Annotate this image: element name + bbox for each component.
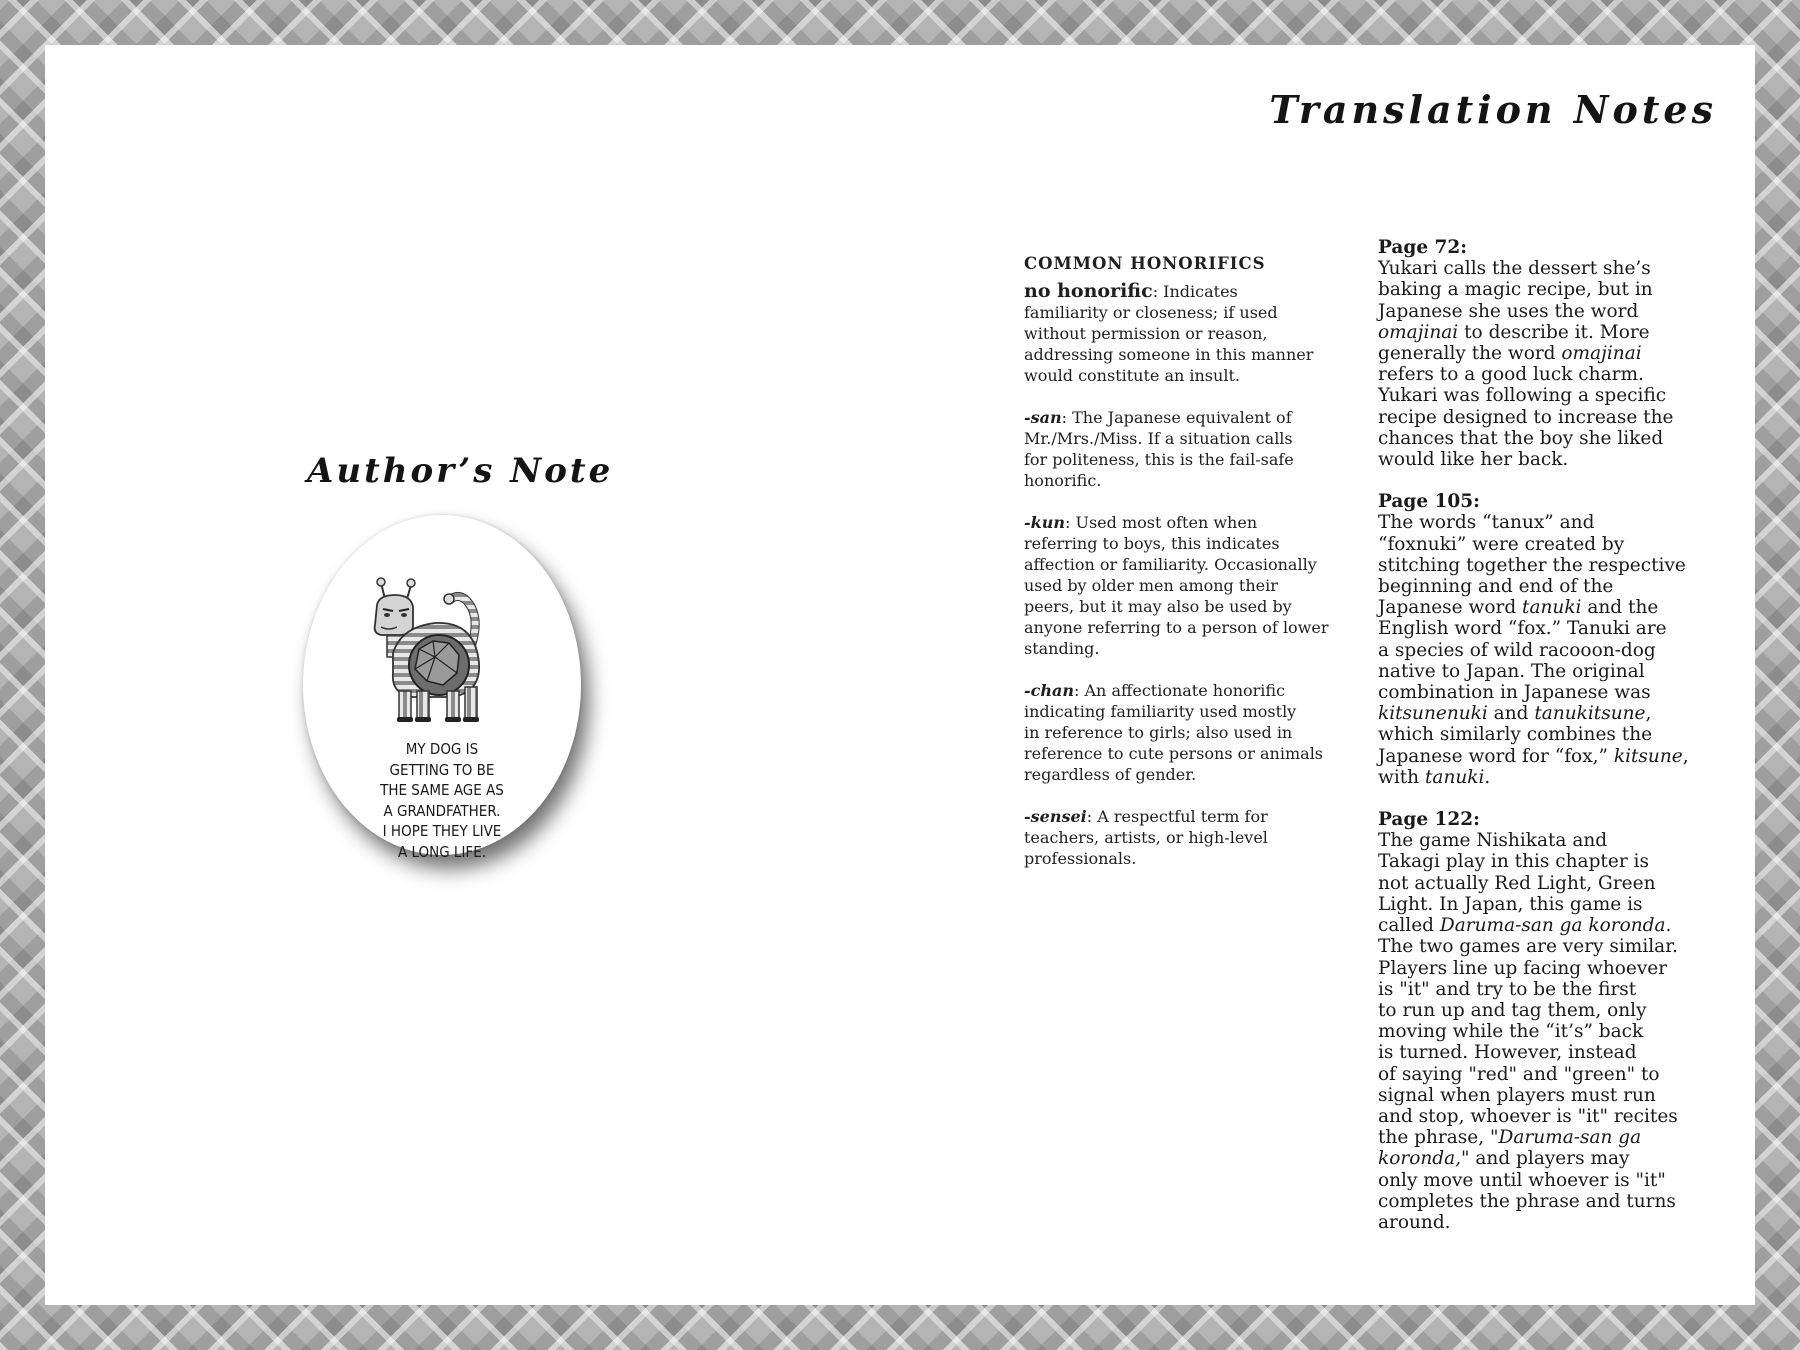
common-honorifics-column [1024, 253, 1370, 890]
honorific-line: addressing someone in this manner [1024, 345, 1314, 364]
honorific-line: referring to boys, this indicates [1024, 534, 1280, 553]
page-note-line: generally the word omajinai [1378, 343, 1642, 365]
honorific-term: no honorific [1024, 280, 1153, 302]
honorific-entry [1024, 680, 1370, 785]
page-note-line: only move until whoever is "it" [1378, 1169, 1666, 1191]
page-note-line: Japanese she uses the word [1378, 300, 1639, 322]
honorific-definition: : An affectionate honorific [1074, 681, 1286, 700]
page-note-line: the phrase, "Daruma-san ga [1378, 1127, 1642, 1149]
author-note-title: Author’s Note [307, 451, 614, 491]
page-note-line: with tanuki. [1378, 766, 1491, 788]
honorific-definition: : The Japanese equivalent of [1061, 408, 1292, 427]
honorific-line [1024, 512, 1370, 533]
author-note-line: THE SAME AGE AS [380, 781, 504, 799]
honorific-line: professionals. [1024, 849, 1137, 868]
honorific-line [1024, 806, 1370, 827]
page-note-line: which similarly combines the [1378, 724, 1653, 746]
page-note-line: stitching together the respective [1378, 554, 1686, 576]
honorific-entry [1024, 806, 1370, 869]
page-note-line: Takagi play in this chapter is [1378, 851, 1649, 873]
honorific-line: indicating familiarity used mostly [1024, 702, 1297, 721]
page-note-line: chances that the boy she liked [1378, 427, 1664, 449]
page-note-line: of saying "red" and "green" to [1378, 1063, 1660, 1085]
author-note-line: A GRANDFATHER. [383, 801, 501, 820]
page-note-line: Players line up facing whoever [1378, 957, 1668, 979]
author-note-line: GETTING TO BE [389, 760, 495, 779]
page-note-line: kitsunenuki and tanukitsune, [1378, 703, 1652, 725]
page-note-line: omajinai to describe it. More [1378, 321, 1650, 343]
honorific-term: -sensei [1024, 807, 1087, 826]
honorific-line: familiarity or closeness; if used [1024, 303, 1278, 322]
page-note-line: around. [1378, 1211, 1451, 1233]
honorific-line [1024, 281, 1370, 302]
page-note-line: English word “fox.” Tanuki are [1378, 618, 1667, 640]
page-note-line: “foxnuki” were created by [1378, 533, 1625, 555]
page-note [1378, 237, 1696, 470]
honorifics-heading: COMMON HONORIFICS [1024, 254, 1266, 273]
page-note-line: native to Japan. The original [1378, 660, 1645, 682]
page-note-line: beginning and end of the [1378, 576, 1614, 598]
author-note-badge [303, 515, 581, 861]
honorific-term: -kun [1024, 513, 1065, 532]
page-note-line: refers to a good luck charm. [1378, 364, 1644, 386]
book-spread [45, 45, 1755, 1305]
page-note-line: and stop, whoever is "it" recites [1378, 1105, 1678, 1127]
translation-notes-title: Translation Notes [1269, 87, 1717, 132]
honorifics-list [1024, 281, 1370, 869]
honorific-line [1024, 407, 1370, 428]
author-note-line: MY DOG IS [405, 740, 479, 758]
page-note-line: Light. In Japan, this game is [1378, 893, 1643, 915]
honorific-line: reference to cute persons or animals [1024, 744, 1324, 763]
page-note-line: koronda," and players may [1378, 1148, 1630, 1170]
page-note-line: moving while the “it’s” back [1378, 1021, 1644, 1043]
page-note-line: completes the phrase and turns [1378, 1190, 1676, 1212]
honorific-line: peers, but it may also be used by [1024, 597, 1292, 616]
honorific-line: for politeness, this is the fail-safe [1024, 450, 1294, 469]
honorific-line: without permission or reason, [1024, 324, 1268, 343]
page-note-line: called Daruma-san ga koronda. [1378, 915, 1672, 937]
page-note-line: Yukari was following a specific [1378, 385, 1667, 407]
page-note-line: to run up and tag them, only [1378, 999, 1647, 1021]
honorific-entry [1024, 512, 1370, 659]
page-note-heading: Page 122: [1378, 809, 1480, 831]
honorific-line: Mr./Mrs./Miss. If a situation calls [1024, 429, 1293, 448]
honorific-definition: : Used most often when [1065, 513, 1258, 532]
page-note-line: is turned. However, instead [1378, 1042, 1637, 1064]
page-note-line: Japanese word for “fox,” kitsune, [1378, 745, 1689, 767]
honorific-definition: : Indicates [1152, 282, 1238, 301]
page-note-line: a species of wild racooon-dog [1378, 639, 1656, 661]
page-notes-list [1378, 237, 1696, 1233]
author-note-line: I HOPE THEY LIVE [382, 822, 502, 840]
author-note-message [323, 739, 561, 862]
page-note-heading: Page 105: [1378, 491, 1480, 513]
honorific-line: anyone referring to a person of lower [1024, 618, 1329, 637]
honorific-entry [1024, 281, 1370, 386]
page-note [1378, 491, 1696, 788]
page-note-line: baking a magic recipe, but in [1378, 279, 1653, 301]
honorific-entry [1024, 407, 1370, 491]
honorific-line: honorific. [1024, 471, 1102, 490]
honorific-term: -chan [1024, 681, 1075, 700]
page-note-line: recipe designed to increase the [1378, 406, 1674, 428]
honorific-line: teachers, artists, or high-level [1024, 828, 1268, 847]
honorific-line: would constitute an insult. [1024, 366, 1240, 385]
honorific-line: standing. [1024, 639, 1100, 658]
page-note-line: The words “tanux” and [1378, 512, 1595, 534]
honorific-line [1024, 680, 1370, 701]
striped-dog-illustration [371, 577, 511, 725]
honorific-line: regardless of gender. [1024, 765, 1197, 784]
honorific-line: affection or familiarity. Occasionally [1024, 555, 1317, 574]
page-note [1378, 809, 1696, 1233]
honorific-line: in reference to girls; also used in [1024, 723, 1293, 742]
page-note-heading: Page 72: [1378, 237, 1468, 258]
page-note-line: The two games are very similar. [1378, 936, 1678, 958]
honorific-term: -san [1024, 408, 1062, 427]
page-note-line: is "it" and try to be the first [1378, 978, 1637, 1000]
page-note-line: Yukari calls the dessert she’s [1378, 258, 1651, 280]
page-notes-column [1378, 237, 1696, 1254]
author-note-line: A LONG LIFE. [397, 842, 486, 861]
page-note-line: combination in Japanese was [1378, 682, 1651, 704]
page-note-line: The game Nishikata and [1378, 830, 1608, 852]
page-note-line: would like her back. [1378, 449, 1569, 471]
page-note-line: signal when players must run [1378, 1084, 1656, 1106]
honorific-definition: : A respectful term for [1086, 807, 1268, 826]
honorific-line: used by older men among their [1024, 576, 1278, 595]
page-note-line: not actually Red Light, Green [1378, 872, 1656, 894]
page-note-line: Japanese word tanuki and the [1378, 597, 1659, 619]
